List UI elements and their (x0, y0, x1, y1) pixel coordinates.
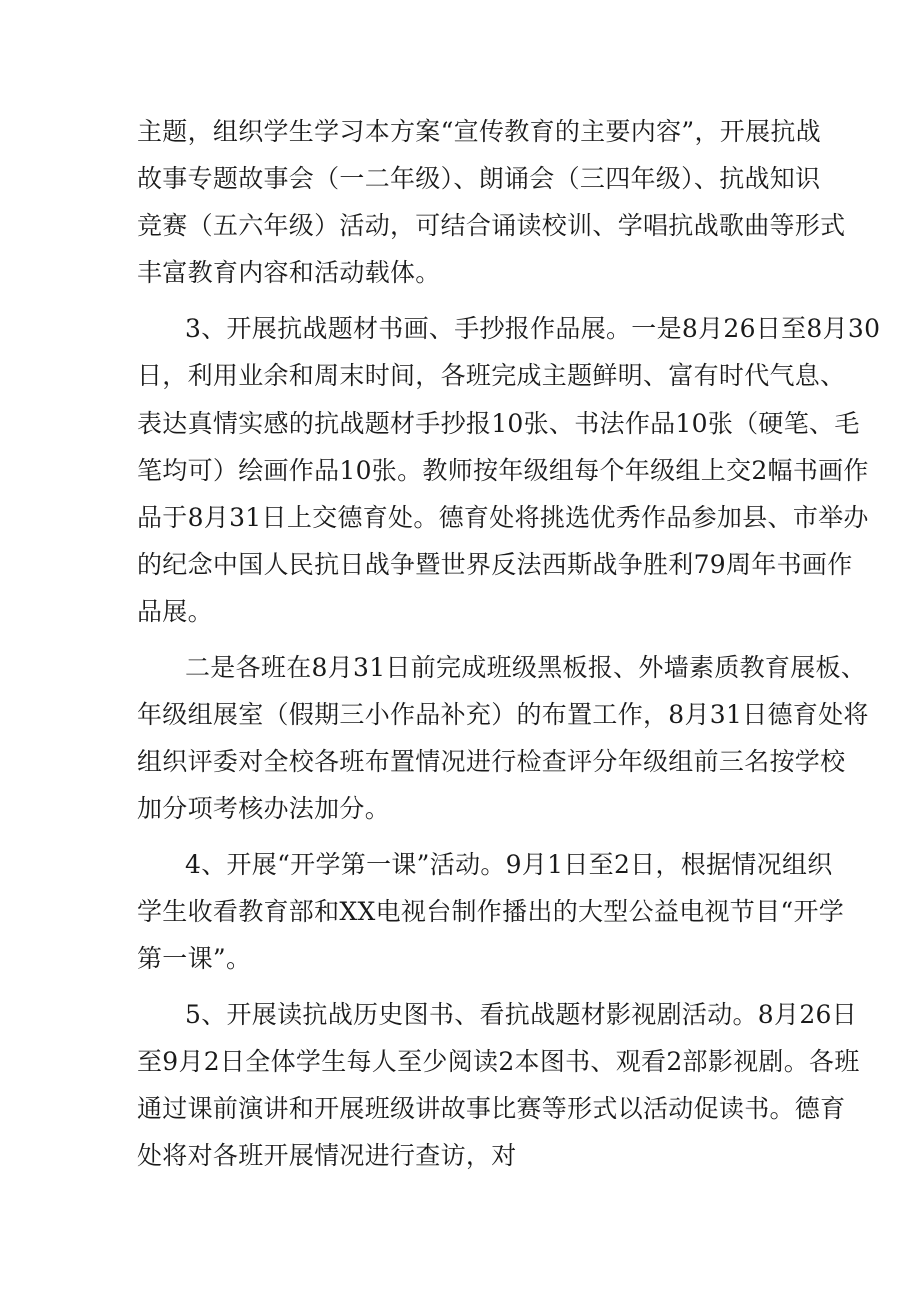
text-line: 处将对各班开展情况进行查访，对 (137, 1141, 517, 1170)
text-line: 年级组展室（假期三小作品补充）的布置工作，8月31日德育处将 (137, 700, 869, 729)
text-line: 故事专题故事会（一二年级）、朗诵会（三四年级）、抗战知识 (137, 164, 821, 193)
text-line: 丰富教育内容和活动载体。 (137, 258, 441, 287)
text-line: 5、开展读抗战历史图书、看抗战题材影视剧活动。8月26日 (185, 1000, 858, 1029)
text-line: 表达真情实感的抗战题材手抄报10张、书法作品10张（硬笔、毛 (137, 409, 860, 438)
text-line: 组织评委对全校各班布置情况进行检查评分年级组前三名按学校 (137, 747, 846, 776)
text-line: 通过课前演讲和开展班级讲故事比赛等形式以活动促读书。德育 (137, 1094, 846, 1123)
text-line: 加分项考核办法加分。 (137, 794, 391, 823)
text-line: 品展。 (137, 597, 213, 626)
text-line: 笔均可）绘画作品10张。教师按年级组每个年级组上交2幅书画作 (137, 456, 869, 485)
text-line: 4、开展“开学第一课”活动。9月1日至2日，根据情况组织 (185, 850, 833, 879)
text-line: 第一课”。 (137, 944, 252, 973)
text-line: 主题，组织学生学习本方案“宣传教育的主要内容”，开展抗战 (137, 117, 821, 146)
text-line: 二是各班在8月31日前完成班级黑板报、外墙素质教育展板、 (185, 653, 867, 682)
text-line: 竞赛（五六年级）活动，可结合诵读校训、学唱抗战歌曲等形式 (137, 211, 846, 240)
text-line: 至9月2日全体学生每人至少阅读2本图书、观看2部影视剧。各班 (137, 1047, 860, 1076)
text-line: 3、开展抗战题材书画、手抄报作品展。一是8月26日至8月30 (185, 314, 881, 343)
text-line: 品于8月31日上交德育处。德育处将挑选优秀作品参加县、市举办 (137, 503, 869, 532)
text-line: 日，利用业余和周末时间，各班完成主题鲜明、富有时代气息、 (137, 361, 846, 390)
text-line: 学生收看教育部和XX电视台制作播出的大型公益电视节目“开学 (137, 897, 845, 926)
text-line: 的纪念中国人民抗日战争暨世界反法西斯战争胜利79周年书画作 (137, 550, 853, 579)
